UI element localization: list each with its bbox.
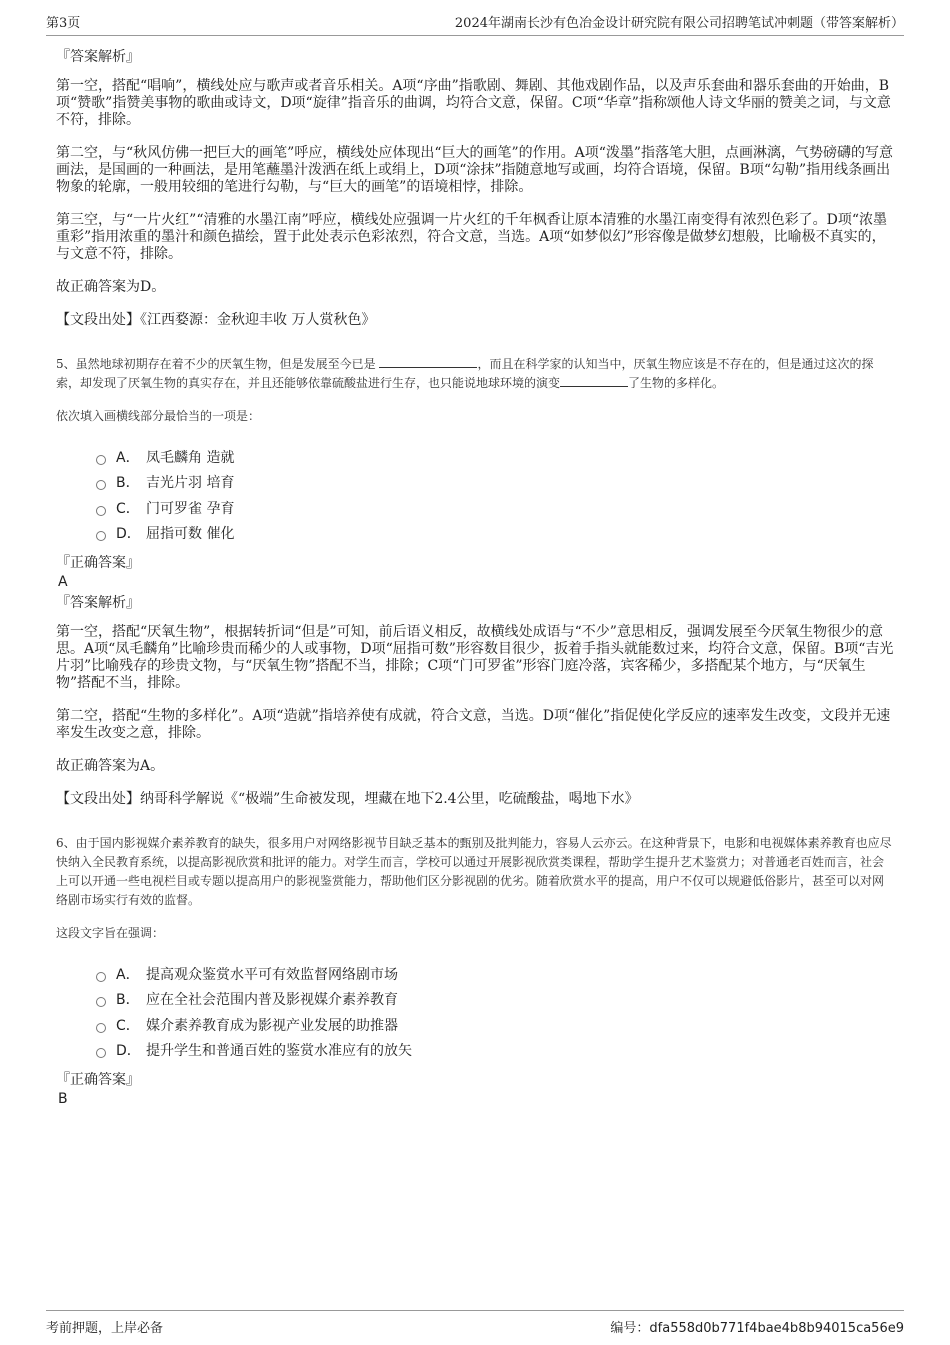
question-6-option-a[interactable]	[96, 961, 894, 987]
document-code-value: dfa558d0b771f4bae4b8b94015ca56e9	[649, 1321, 904, 1336]
question-6-text: 6、由于国内影视媒介素养教育的缺失，很多用户对网络影视节目缺乏基本的甄别及批判能力，容易人云亦云。在这种背景下，电影和电视媒体素养教育也应尽快纳入全民教育系统，以提高影视欣赏和批评的能力。对学生而言，学校可以通过开展影视欣赏类课程，帮助学生提升艺术鉴赏力；对普通老百姓而言，社会上可以开通一些电视栏目或专题以提高用户的影视鉴赏能力，帮助他们区分影视剧的优劣。随着欣赏水平的提高，用户不仅可以规避低俗影片，甚至可以对网络剧市场实行有效的监督。	[56, 836, 892, 907]
question-5-option-d[interactable]	[96, 521, 894, 547]
option-text: 提升学生和普通百姓的鉴赏水准应有的放矢	[146, 1043, 412, 1060]
analysis-conclusion: 故正确答案为A。	[56, 758, 165, 774]
page-content	[56, 46, 894, 1107]
analysis-paragraph-3: 第三空，与“一片火红”“清雅的水墨江南”呼应，横线处应强调一片火红的千年枫香让原本清雅的水墨江南变得有浓烈色彩了。D项“浓墨重彩”指用浓重的墨汁和颜色描绘，置于此处表示色彩浓烈，符合文意，当选。A项“如梦似幻”形容像是做梦幻想般，比喻极不真实的，与文意不符，排除。	[56, 212, 888, 262]
correct-answer-value: A	[58, 574, 68, 590]
document-code	[610, 1317, 904, 1336]
radio-icon[interactable]	[96, 1023, 106, 1033]
radio-icon[interactable]	[96, 480, 106, 490]
document-title: 2024年湖南长沙有色冶金设计研究院有限公司招聘笔试冲刺题（带答案解析）	[454, 16, 904, 31]
option-letter: D．	[116, 526, 141, 543]
option-text: 应在全社会范围内普及影视媒介素养教育	[146, 992, 398, 1009]
option-letter: B．	[116, 992, 140, 1009]
radio-icon[interactable]	[96, 531, 106, 541]
radio-icon[interactable]	[96, 972, 106, 982]
page-footer	[46, 1310, 904, 1336]
option-text: 门可罗雀 孕育	[146, 500, 235, 517]
option-text: 吉光片羽 培育	[146, 475, 235, 492]
fill-blank-2	[560, 374, 628, 387]
option-text: 凤毛麟角 造就	[146, 449, 235, 466]
question-6-options	[96, 961, 894, 1063]
analysis-paragraph-1: 第一空，搭配“厌氧生物”，根据转折词“但是”可知，前后语义相反，故横线处成语与“不少”意思相反，强调发展至今厌氧生物很少的意思。A项“凤毛麟角”比喻珍贵而稀少的人或事物，D项“屈指可数”形容数目很少，扳着手指头就能数过来，均符合文意，保留。B项“吉光片羽”比喻残存的珍贵文物，与“厌氧生物”搭配不当，排除；C项“门可罗雀”形容门庭冷落，宾客稀少，多搭配某个地方，与“厌氧生物”搭配不当，排除。	[56, 624, 894, 691]
option-letter: D．	[116, 1043, 141, 1060]
option-text: 媒介素养教育成为影视产业发展的助推器	[146, 1017, 398, 1034]
correct-answer-label: 『正确答案』	[56, 1072, 140, 1088]
option-text: 提高观众鉴赏水平可有效监督网络剧市场	[146, 966, 398, 983]
question-5-option-c[interactable]	[96, 495, 894, 521]
question-5-part-b: ，而且在科学家的认知当中，厌氧生物应该是不存在的，但是通过这次的探索，却发现了厌氧生物的真实存在，并且还能够依靠硫酸盐进行生存，也只能说地球环境的演变	[56, 357, 874, 390]
radio-icon[interactable]	[96, 455, 106, 465]
radio-icon[interactable]	[96, 506, 106, 516]
question-6-prompt: 这段文字旨在强调：	[56, 926, 165, 940]
analysis-paragraph-2: 第二空，与“秋风仿佛一把巨大的画笔”呼应，横线处应体现出“巨大的画笔”的作用。A项“泼墨”指落笔大胆，点画淋漓，气势磅礴的写意画法，是国画的一种画法，是用笔蘸墨汁泼洒在纸上或绢上，D项“涂抹”指随意地写或画，均符合语境，保留。B项“勾勒”指用线条画出物象的轮廓，一般用较细的笔进行勾勒，与“巨大的画笔”的语境相悖，排除。	[56, 145, 894, 195]
option-letter: A．	[116, 966, 140, 983]
question-5-option-b[interactable]	[96, 470, 894, 496]
analysis-conclusion: 故正确答案为D。	[56, 279, 166, 295]
question-5-options	[96, 444, 894, 546]
option-text: 屈指可数 催化	[146, 526, 235, 543]
question-6-option-b[interactable]	[96, 987, 894, 1013]
question-6-option-c[interactable]	[96, 1012, 894, 1038]
question-5-text	[56, 355, 894, 393]
question-5-part-c: 了生物的多样化。	[628, 376, 725, 390]
option-letter: B．	[116, 475, 140, 492]
text-source: 【文段出处】纳哥科学解说《“极端”生命被发现，埋藏在地下2.4公里，吃硫酸盐，喝地下水》	[56, 791, 639, 807]
document-code-label: 编号：	[610, 1321, 650, 1336]
page-number: 第3页	[46, 16, 81, 31]
analysis-label: 『答案解析』	[56, 595, 140, 611]
option-letter: C．	[116, 1017, 140, 1034]
correct-answer-label: 『正确答案』	[56, 555, 140, 571]
analysis-label: 『答案解析』	[56, 49, 140, 65]
text-source: 【文段出处】《江西婺源：金秋迎丰收 万人赏秋色》	[56, 312, 376, 328]
analysis-paragraph-2: 第二空，搭配“生物的多样化”。A项“造就”指培养使有成就，符合文意，当选。D项“催化”指促使化学反应的速率发生改变，文段并无速率发生改变之意，排除。	[56, 708, 891, 741]
correct-answer-value: B	[58, 1091, 68, 1107]
question-5-prompt: 依次填入画横线部分最恰当的一项是：	[56, 409, 261, 423]
radio-icon[interactable]	[96, 997, 106, 1007]
option-letter: C．	[116, 500, 140, 517]
page-header	[46, 12, 904, 36]
radio-icon[interactable]	[96, 1048, 106, 1058]
question-5-part-a: 5、虽然地球初期存在着不少的厌氧生物，但是发展至今已是	[56, 357, 376, 371]
question-6-option-d[interactable]	[96, 1038, 894, 1064]
option-letter: A．	[116, 449, 140, 466]
footer-slogan: 考前押题，上岸必备	[46, 1321, 164, 1336]
fill-blank-1	[379, 355, 477, 368]
question-5-option-a[interactable]	[96, 444, 894, 470]
analysis-paragraph-1: 第一空，搭配“唱响”，横线处应与歌声或者音乐相关。A项“序曲”指歌剧、舞剧、其他戏剧作品，以及声乐套曲和器乐套曲的开始曲，B项“赞歌”指赞美事物的歌曲或诗文，D项“旋律”指音乐的曲调，均符合文意，保留。C项“华章”指称颂他人诗文华丽的赞美之词，与文意不符，排除。	[56, 78, 891, 128]
